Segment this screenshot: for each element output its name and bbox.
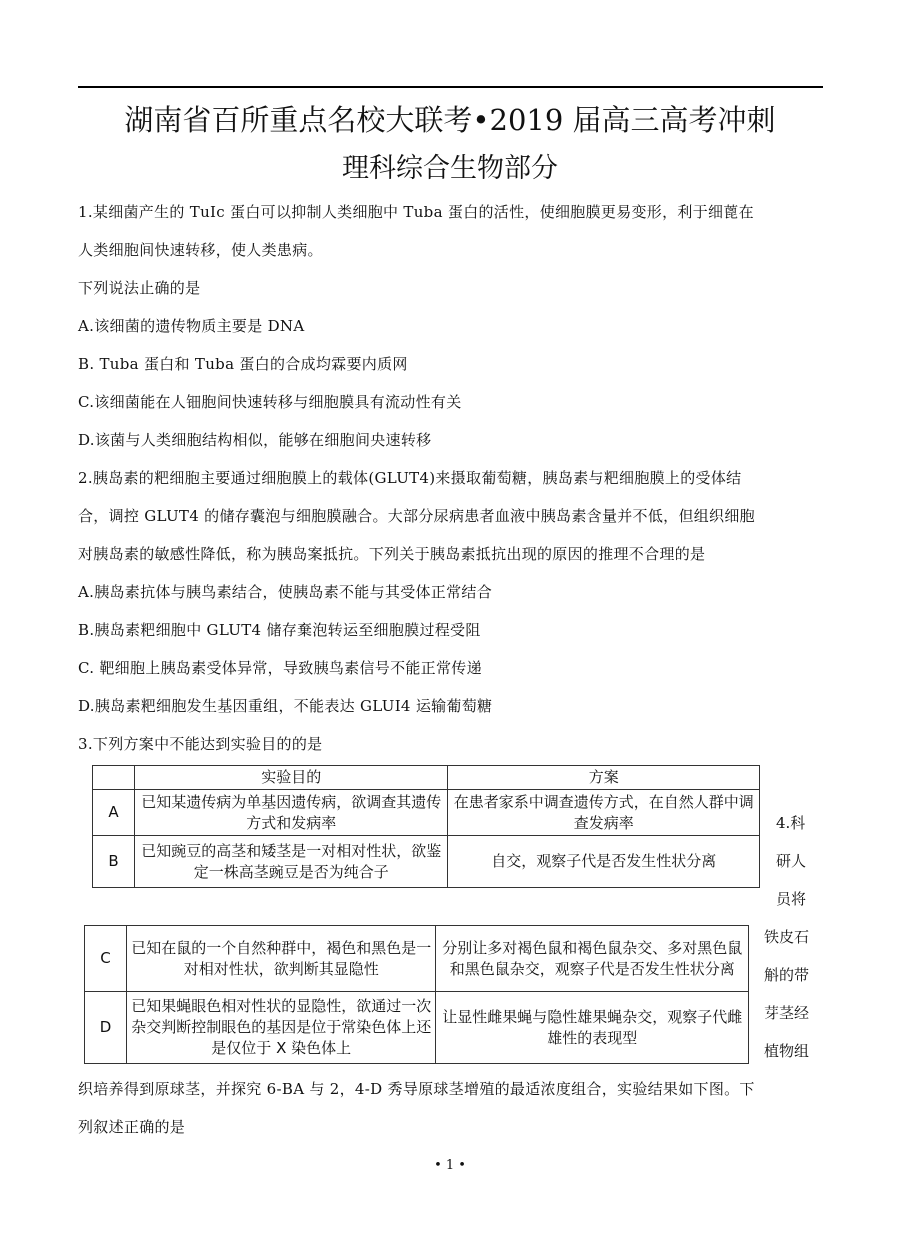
q2-stem-line1: 2.胰岛素的粑细胞主要通过细胞膜上的载体(GLUT4)来摄取葡萄糖，胰岛素与粑细胞膜上的受体结 [78, 469, 742, 487]
row-label: D [85, 992, 127, 1064]
table-header-row [93, 766, 760, 790]
table-header-plan: 方案 [448, 766, 760, 790]
q3-stem: 3.下列方案中不能达到实验目的的是 [78, 735, 323, 753]
q1-stem-line2: 人类细胞间快速转移，使人类患病。 [78, 241, 323, 259]
row-purpose: 已知果蝇眼色相对性状的显隐性，欲通过一次杂交判断控制眼色的基因是位于常染色体上还是仅位于 X 染色体上 [126, 992, 436, 1064]
header-rule [78, 86, 823, 88]
q4-side-text: 员将 [776, 890, 807, 908]
table-row [85, 926, 749, 992]
q1-option-c: C.该细菌能在人钿胞间快速转移与细胞膜具有流动性有关 [78, 393, 462, 411]
row-plan: 自交，观察子代是否发生性状分离 [448, 836, 760, 888]
q2-stem-line2: 合，调控 GLUT4 的储存囊泡与细胞膜融合。大部分尿病患者血液中胰岛素含量并不低，但组织细胞 [78, 507, 755, 525]
experiment-table-lower [84, 925, 749, 1064]
row-plan: 分别让多对褐色鼠和褐色鼠杂交、多对黑色鼠和黑色鼠杂交，观察子代是否发生性状分离 [436, 926, 749, 992]
q1-option-a: A.该细菌的遗传物质主要是 DNA [78, 317, 305, 335]
q2-option-c: C. 靶细胞上胰岛素受体异常，导致胰鸟素信号不能正常传递 [78, 659, 482, 677]
q2-stem-line3: 对胰岛素的敏感性降低，称为胰岛案抵抗。下列关于胰岛素抵抗出现的原因的推理不合理的是 [78, 545, 706, 563]
q4-side-text: 铁皮石 [764, 928, 810, 946]
row-purpose: 已知在鼠的一个自然种群中，褐色和黑色是一对相对性状，欲判断其显隐性 [126, 926, 436, 992]
row-label: C [85, 926, 127, 992]
q4-side-text: 芽茎经 [764, 1004, 810, 1022]
q1-option-b: B. Tuba 蛋白和 Tuba 蛋白的合成均霖要内质网 [78, 355, 408, 373]
q1-stem-line1: 1.某细菌产生的 TuIc 蛋白可以抑制人类细胞中 Tuba 蛋白的活性，使细胞膜更易变形，利于细蓖在 [78, 203, 754, 221]
row-plan: 在患者家系中调查遗传方式，在自然人群中调查发病率 [448, 790, 760, 836]
q2-option-d: D.胰岛素粑细胞发生基因重组，不能表达 GLUI4 运输葡萄糖 [78, 697, 493, 715]
table-row [85, 992, 749, 1064]
page-number: • 1 • [434, 1158, 466, 1173]
q4-line2: 列叙述正确的是 [78, 1118, 186, 1136]
q2-option-b: B.胰岛素粑细胞中 GLUT4 储存棄泡转运至细胞膜过程受阻 [78, 621, 481, 639]
q4-side-text: 4.科 [776, 814, 806, 832]
q4-line1: 织培养得到原球茎，并探究 6-BA 与 2，4-D 秀导原球茎增殖的最适浓度组合，实验结果如下图。下 [78, 1080, 755, 1098]
row-plan: 让显性雌果蝇与隐性雄果蝇杂交，观察子代雌雄性的表现型 [436, 992, 749, 1064]
q2-option-a: A.胰岛素抗体与胰鸟素结合，使胰岛素不能与其受体正常结合 [78, 583, 493, 601]
row-purpose: 已知某遗传病为单基因遗传病，欲调查其遗传方式和发病率 [134, 790, 448, 836]
row-label: B [93, 836, 135, 888]
table-header-blank [93, 766, 135, 790]
exam-title: 湖南省百所重点名校大联考•2019 届高三高考冲刺 [124, 103, 776, 137]
exam-subtitle: 理科综合生物部分 [342, 153, 558, 184]
q1-prompt: 下列说法止确的是 [78, 279, 201, 297]
q4-side-text: 植物组 [764, 1042, 810, 1060]
experiment-table-upper [92, 765, 760, 888]
q4-side-text: 斛的带 [764, 966, 810, 984]
table-header-purpose: 实验目的 [134, 766, 448, 790]
row-purpose: 已知豌豆的高茎和矮茎是一对相对性状，欲鉴定一株高茎豌豆是否为纯合子 [134, 836, 448, 888]
q1-option-d: D.该菌与人类细胞结构相似，能够在细胞间央速转移 [78, 431, 432, 449]
q4-side-text: 研人 [776, 852, 807, 870]
table-row [93, 836, 760, 888]
table-row [93, 790, 760, 836]
row-label: A [93, 790, 135, 836]
